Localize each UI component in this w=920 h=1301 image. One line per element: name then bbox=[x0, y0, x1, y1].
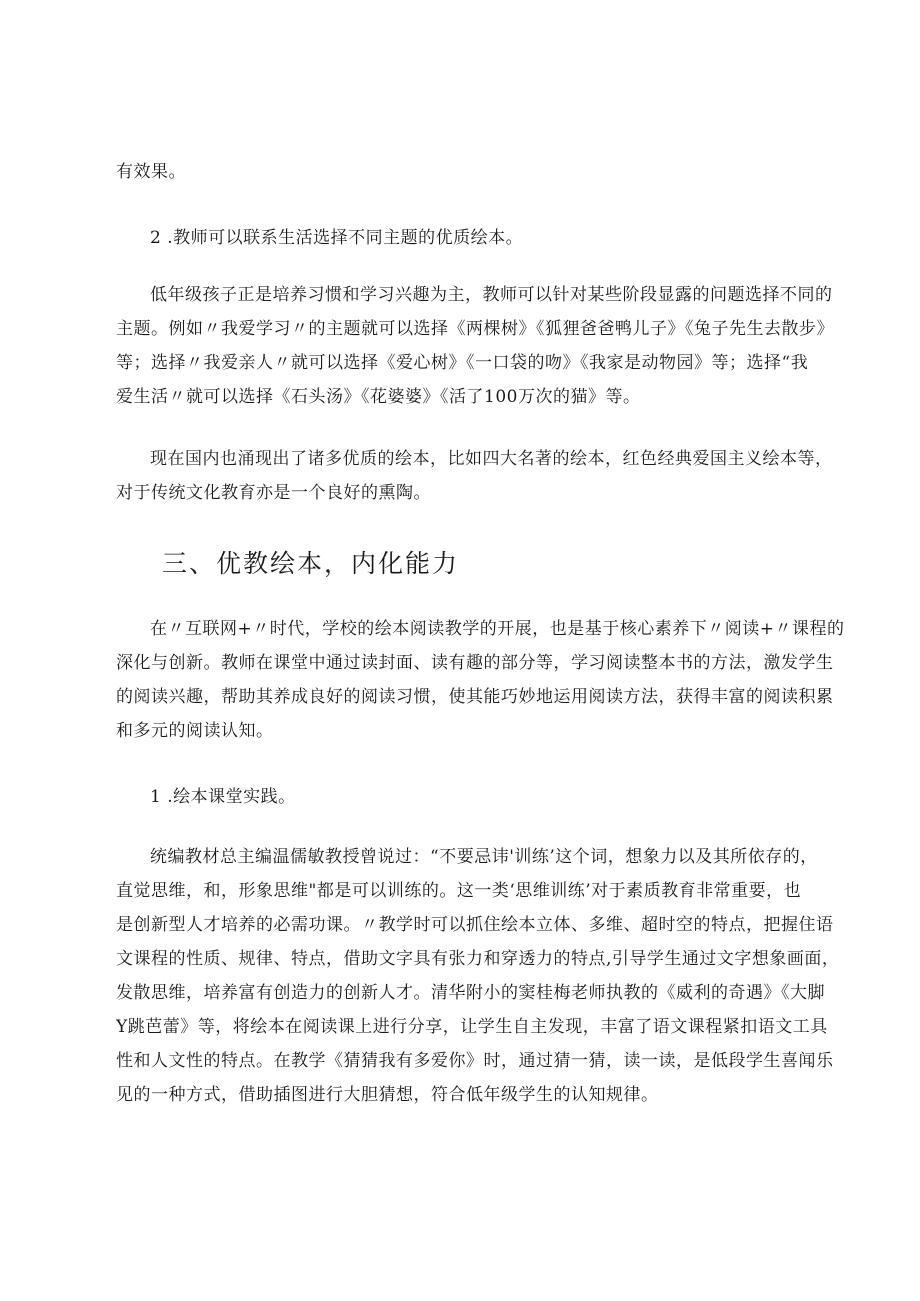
paragraph-practice bbox=[116, 840, 840, 1112]
heading-text: 三、优教绘本，内化能力 bbox=[162, 549, 460, 578]
text-line: 文课程的性质、规律、特点，借助文字具有张力和穿透力的特点,引导学生通过文字想象画面， bbox=[116, 949, 840, 969]
text-line: 是创新型人才培养的必需功课。〃教学时可以抓住绘本立体、多维、超时空的特点，把握住语 bbox=[116, 915, 834, 935]
text-line: 深化与创新。教师在课堂中通过读封面、读有趣的部分等，学习阅读整本书的方法，激发学生 bbox=[116, 653, 834, 673]
section-heading bbox=[162, 548, 459, 580]
text-line: 直觉思维，和，形象思维"都是可以训练的。这一类‘思维训练’对于素质教育非常重要，也 bbox=[116, 881, 802, 901]
item-text: 2 .教师可以联系生活选择不同主题的优质绘本。 bbox=[150, 228, 524, 248]
text-line: 在〃互联网+〃时代，学校的绘本阅读教学的开展，也是基于核心素养下〃阅读+〃课程的 bbox=[150, 619, 845, 639]
paragraph-domestic bbox=[116, 442, 833, 510]
numbered-item-2 bbox=[150, 226, 523, 250]
text-line: 发散思维，培养富有创造力的创新人才。清华附小的窦桂梅老师执教的《威利的奇遇》《大脚 bbox=[116, 983, 825, 1003]
text-line: 对于传统文化教育亦是一个良好的熏陶。 bbox=[116, 483, 431, 503]
text-line: 爱生活〃就可以选择《石头汤》《花婆婆》《活了100万次的猫》等。 bbox=[116, 387, 641, 407]
paragraph-internet-plus bbox=[116, 612, 845, 748]
text-line: 性和人文性的特点。在教学《猜猜我有多爱你》时，通过猜一猜，读一读，是低段学生喜闻乐 bbox=[116, 1051, 834, 1071]
item-text: 1 .绘本课堂实践。 bbox=[150, 787, 296, 807]
text-line: 的阅读兴趣，帮助其养成良好的阅读习惯，使其能巧妙地运用阅读方法，获得丰富的阅读积累 bbox=[116, 687, 834, 707]
paragraph-themes bbox=[116, 278, 834, 414]
text-line: 和多元的阅读认知。 bbox=[116, 721, 274, 741]
text-line: 见的一种方式，借助插图进行大胆猜想，符合低年级学生的认知规律。 bbox=[116, 1085, 659, 1105]
numbered-item-1 bbox=[150, 785, 296, 809]
text-line: 主题。例如〃我爱学习〃的主题就可以选择《两棵树》《狐狸爸爸鸭儿子》《兔子先生去散步》 bbox=[116, 319, 834, 339]
text-line: 等；选择〃我爱亲人〃就可以选择《爱心树》《一口袋的吻》《我家是动物园》等；选择“我 bbox=[116, 353, 809, 373]
text-line: 有效果。 bbox=[116, 162, 186, 182]
paragraph-continuation bbox=[116, 160, 186, 184]
text-line: Y跳芭蕾》等，将绘本在阅读课上进行分享，让学生自主发现，丰富了语文课程紧扣语文工具 bbox=[116, 1017, 828, 1037]
text-line: 统编教材总主编温儒敏教授曾说过：“不要忌讳'训练’这个词，想象力以及其所依存的， bbox=[150, 847, 818, 867]
text-line: 低年级孩子正是培养习惯和学习兴趣为主，教师可以针对某些阶段显露的问题选择不同的 bbox=[150, 285, 833, 305]
text-line: 现在国内也涌现出了诸多优质的绘本，比如四大名著的绘本，红色经典爱国主义绘本等， bbox=[150, 449, 833, 469]
